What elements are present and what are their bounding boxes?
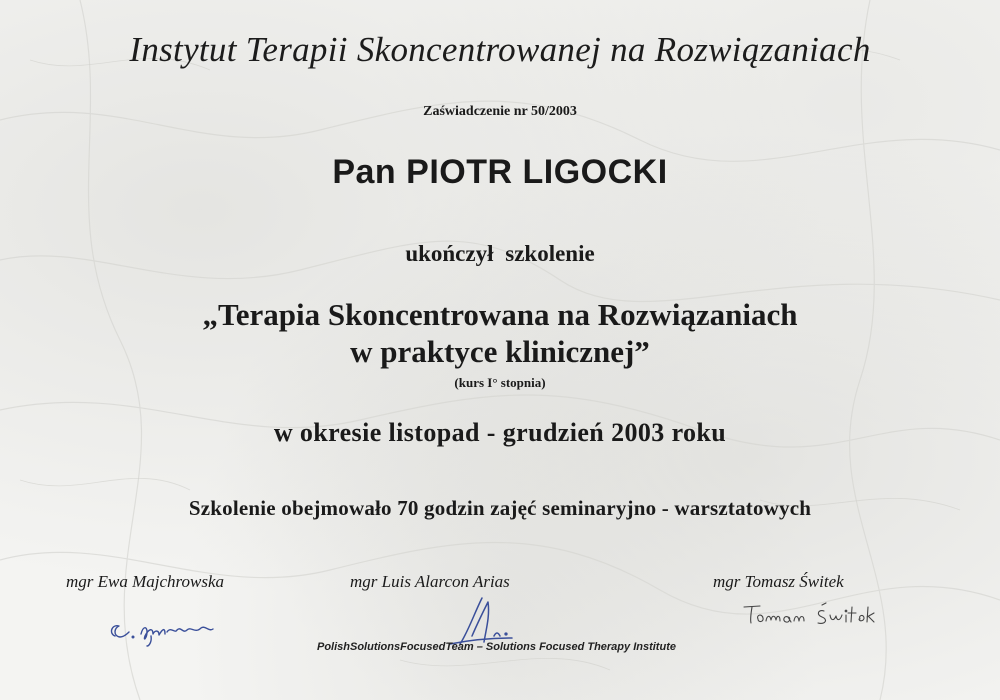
footer-organization: PolishSolutionsFocusedTeam – Solutions Focused Therapy Institute (317, 641, 676, 653)
signatory-name-3: mgr Tomasz Świtek (713, 572, 844, 591)
recipient-name: Pan PIOTR LIGOCKI (332, 153, 668, 191)
course-level: (kurs I° stopnia) (454, 375, 546, 390)
course-title-line-2: w praktyce klinicznej” (350, 334, 650, 369)
training-hours: Szkolenie obejmowało 70 godzin zajęć seminaryjno - warsztatowych (188, 496, 812, 520)
completed-text: ukończył szkolenie (405, 241, 595, 266)
course-title-line-1: „Terapia Skoncentrowana na Rozwiązaniach (202, 297, 798, 332)
signatory-name-2: mgr Luis Alarcon Arias (350, 572, 510, 591)
training-period: w okresie listopad - grudzień 2003 roku (273, 418, 727, 447)
signatory-name-1: mgr Ewa Majchrowska (66, 572, 225, 591)
course-title (0, 296, 1000, 370)
signature-2 (440, 592, 530, 648)
signature-3 (738, 597, 878, 631)
certificate-number: Zaświadczenie nr 50/2003 (423, 104, 577, 119)
institute-name: Instytut Terapii Skoncentrowanej na Rozwiązaniach (129, 30, 871, 69)
signature-1 (105, 612, 225, 648)
